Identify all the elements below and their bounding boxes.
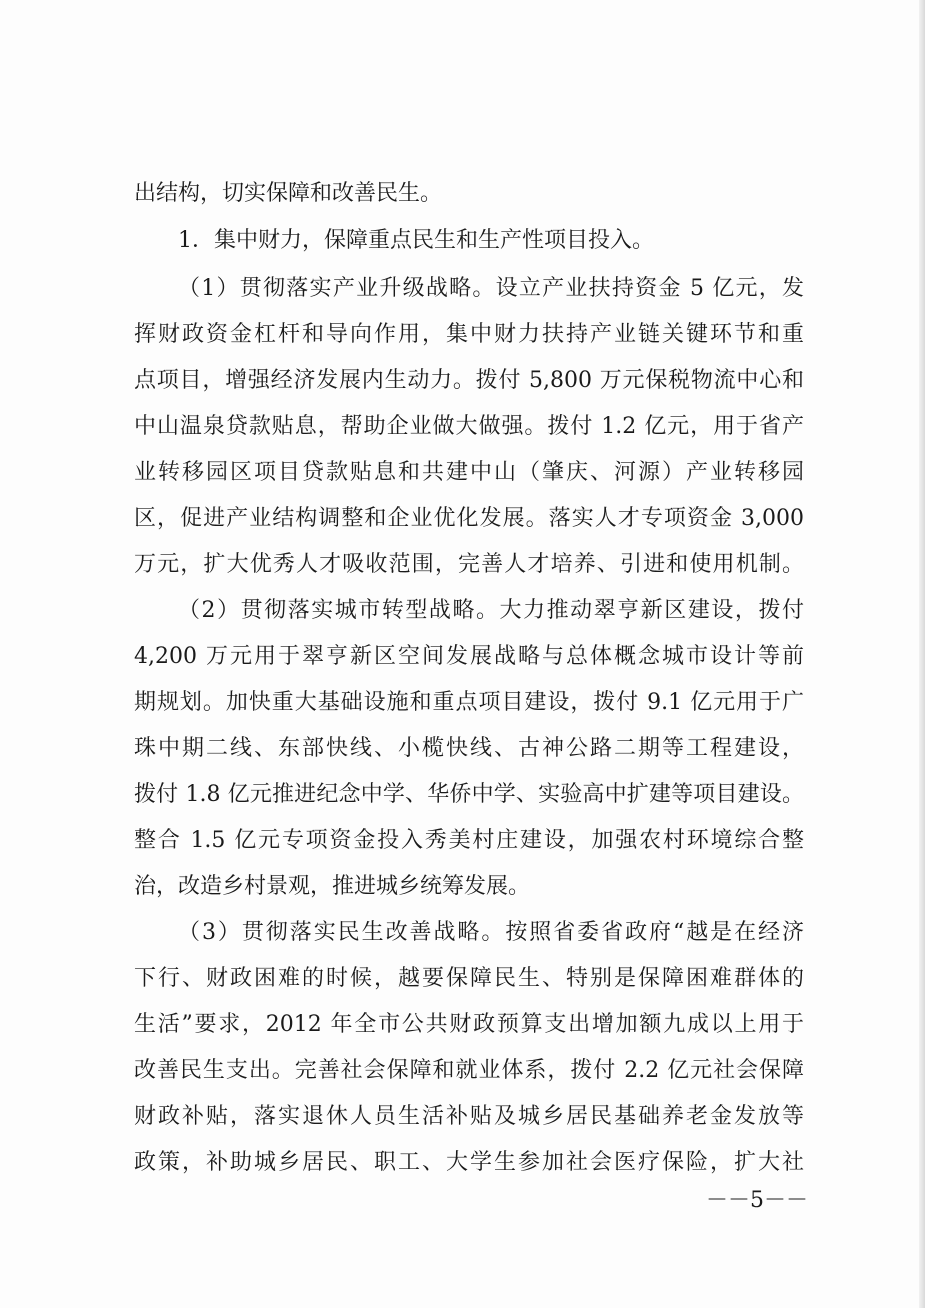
- paragraph-line: 整合 1.5 亿元专项资金投入秀美村庄建设，加强农村环境综合整: [134, 828, 804, 853]
- paragraph-line: （1）贯彻落实产业升级战略。设立产业扶持资金 5 亿元，发: [178, 276, 804, 301]
- page-edge-shadow: [919, 0, 925, 1308]
- paragraph-line: （2）贯彻落实城市转型战略。大力推动翠亨新区建设，拨付: [178, 598, 804, 623]
- page-number: －－5－－: [706, 1188, 808, 1213]
- paragraph-line: 生活”要求，2012 年全市公共财政预算支出增加额九成以上用于: [134, 1012, 804, 1037]
- paragraph-line: 政策，补助城乡居民、职工、大学生参加社会医疗保险，扩大社: [134, 1150, 804, 1175]
- paragraph-line: 治，改造乡村景观，推进城乡统筹发展。: [134, 874, 531, 899]
- paragraph-line: 改善民生支出。完善社会保障和就业体系，拨付 2.2 亿元社会保障: [134, 1058, 804, 1083]
- paragraph-line: 区，促进产业结构调整和企业优化发展。落实人才专项资金 3,000: [134, 506, 804, 531]
- paragraph-line: 财政补贴，落实退休人员生活补贴及城乡居民基础养老金发放等: [134, 1104, 804, 1129]
- section-heading: 1．集中财力，保障重点民生和生产性项目投入。: [178, 228, 654, 253]
- paragraph-line: 万元，扩大优秀人才吸收范围，完善人才培养、引进和使用机制。: [134, 552, 804, 577]
- paragraph-line: 出结构，切实保障和改善民生。: [134, 181, 443, 206]
- paragraph-line: 4,200 万元用于翠亨新区空间发展战略与总体概念城市设计等前: [134, 644, 804, 669]
- paragraph-line: 下行、财政困难的时候，越要保障民生、特别是保障困难群体的: [134, 966, 804, 991]
- paragraph-line: 中山温泉贷款贴息，帮助企业做大做强。拨付 1.2 亿元，用于省产: [134, 414, 804, 439]
- paragraph-line: 挥财政资金杠杆和导向作用，集中财力扶持产业链关键环节和重: [134, 322, 804, 347]
- paragraph-line: 业转移园区项目贷款贴息和共建中山（肇庆、河源）产业转移园: [134, 460, 804, 485]
- paragraph-line: 珠中期二线、东部快线、小榄快线、古神公路二期等工程建设，: [134, 736, 804, 761]
- paragraph-line: 点项目，增强经济发展内生动力。拨付 5,800 万元保税物流中心和: [134, 368, 804, 393]
- paragraph-line: （3）贯彻落实民生改善战略。按照省委省政府“越是在经济: [178, 920, 804, 945]
- paragraph-line: 拨付 1.8 亿元推进纪念中学、华侨中学、实验高中扩建等项目建设。: [134, 782, 804, 807]
- paragraph-line: 期规划。加快重大基础设施和重点项目建设，拨付 9.1 亿元用于广: [134, 690, 804, 715]
